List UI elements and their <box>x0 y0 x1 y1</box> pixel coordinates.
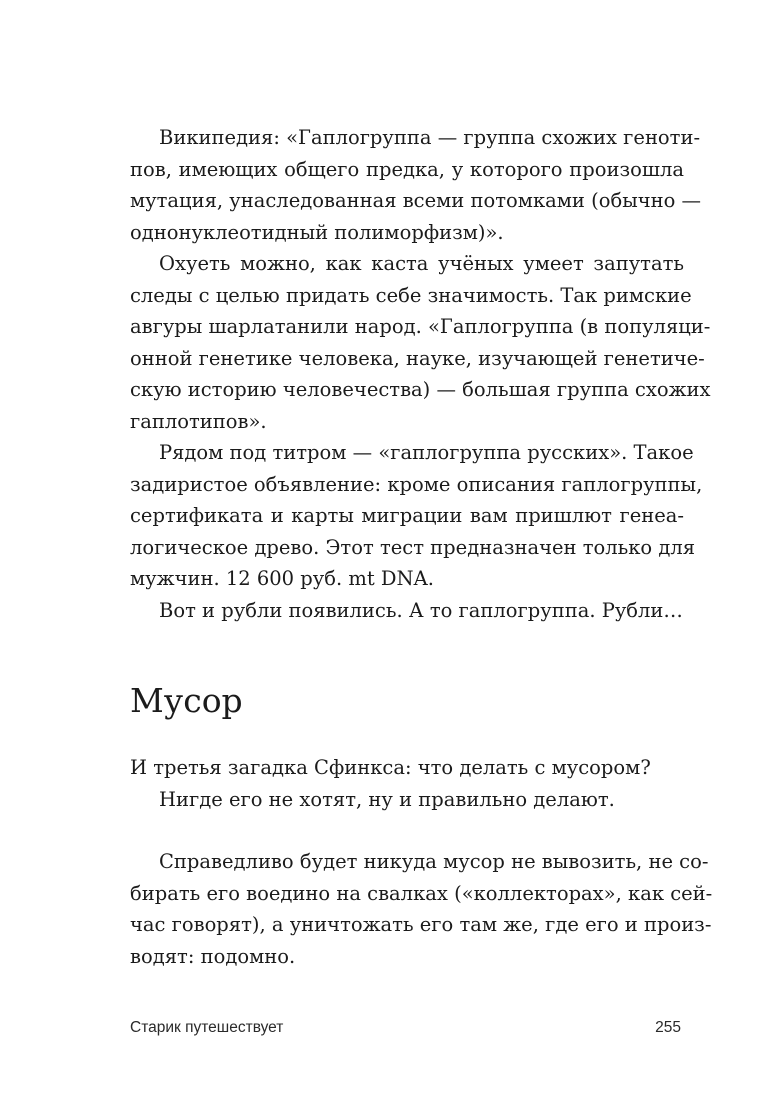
text-line: Нигде его не хотят, ну и правильно делают. <box>159 787 615 811</box>
running-footer-title: Старик путешествует <box>130 1019 284 1036</box>
text-line: Вот и рубли появились. А то гаплогруппа. Рубли… <box>159 598 683 622</box>
text-line: И третья загадка Сфинкса: что делать с мусором? <box>130 756 651 779</box>
text-block-garbage <box>130 846 713 972</box>
text-line: мужчин. 12 600 руб. mt DNA. <box>130 567 434 590</box>
text-block-haplogroup <box>130 122 711 626</box>
text-line: Охуеть можно, как каста учёных умеет запутать <box>159 252 684 275</box>
text-line: логическое древо. Этот тест предназначен только для <box>130 535 696 559</box>
text-line: пов, имеющих общего предка, у которого произошла <box>130 157 684 181</box>
section-heading: Мусор <box>130 681 243 720</box>
text-line: час говорят), а уничтожать его там же, где его и произ- <box>130 913 712 936</box>
text-line: онной генетике человека, науке, изучающей генетиче- <box>130 346 705 370</box>
text-line: мутация, унаследованная всеми потомками (обычно — <box>130 189 702 212</box>
text-line: бирать его воедино на свалках («коллекторах», как сей- <box>130 881 713 905</box>
text-line: Справедливо будет никуда мусор не вывозить, не со- <box>159 850 709 873</box>
text-line: Рядом под титром — «гаплогруппа русских». Такое <box>159 441 694 464</box>
text-line: скую историю человечества) — большая группа схожих <box>130 378 711 401</box>
text-line: задиристое объявление: кроме описания гаплогруппы, <box>130 472 703 496</box>
text-block-sphinx <box>130 752 684 815</box>
text-line: авгуры шарлатанили народ. «Гаплогруппа (в популяци- <box>130 315 711 338</box>
text-line: однонуклеотидный полиморфизм)». <box>130 220 504 244</box>
text-line: водят: подомно. <box>130 944 296 968</box>
page-number: 255 <box>655 1019 681 1036</box>
text-line: Википедия: «Гаплогруппа — группа схожих геноти- <box>159 126 701 149</box>
text-line: следы с целью придать себе значимость. Так римские <box>130 283 692 307</box>
text-line: гаплотипов». <box>130 409 267 433</box>
text-line: сертификата и карты миграции вам пришлют генеа- <box>130 504 684 527</box>
